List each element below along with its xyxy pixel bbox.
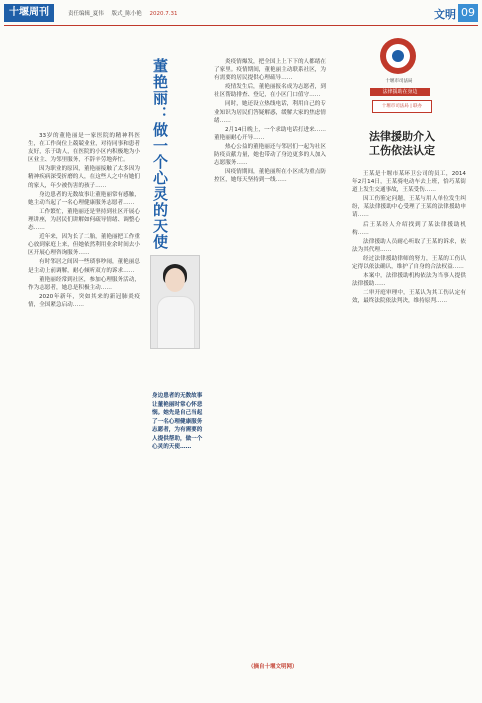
left-paragraph: 董艳丽经常到社区，参加心理服务活动，作为志愿者，她总是积极主动…… bbox=[28, 276, 140, 291]
co-host-badge: 十堰市司法局 | 联办 bbox=[372, 100, 432, 113]
portrait-photo bbox=[150, 255, 200, 349]
middle-paragraph: 热心公益的董艳丽还与邻居们一起为社区防疫贡献力量，她也带动了身边更多的人加入志愿服务…… bbox=[214, 143, 326, 167]
middle-article-column bbox=[214, 58, 326, 658]
middle-paragraph: 炎疫情爆发，把全国上上下下的人都绪在了家里。疫情期间，董艳丽主动联系社区，为有需要的居民提供心理疏导…… bbox=[214, 59, 326, 82]
left-paragraph: 身边患者的无数故事让董艳丽常有感触，她主动当起了一名心理健康服务志愿者…… bbox=[28, 191, 140, 206]
portrait-body bbox=[157, 296, 195, 349]
right-paragraph: 经过法律援助律师的努力，王某的工伤认定得以依法确认，维护了自身的合法权益…… bbox=[352, 255, 466, 271]
section-name: 文明 bbox=[434, 8, 456, 21]
photo-caption: 身边患者的无数故事让董艳丽时常心怀悲悯。她先是自己当起了一名心理健康服务志愿者，为有需要的人提供帮助，做一个心灵的天使…… bbox=[152, 393, 203, 450]
middle-paragraph: 疫情发生后，董艳丽报名成为志愿者，到社区帮助排查、登记，在小区门口值守…… bbox=[214, 84, 326, 99]
left-paragraph: 2020年新年，突如其来的新冠肺炎疫情，全国紧急启动…… bbox=[28, 293, 140, 308]
right-article-title bbox=[342, 130, 462, 158]
article-title: 董艳丽：做一个心灵的天使 bbox=[151, 58, 169, 250]
right-paragraph: 本案中，法律援助机构依法为当事人提供法律援助…… bbox=[352, 273, 466, 288]
left-paragraph: 工作繁忙，董艳丽还是坚持到社区开展心理讲座，为居民们讲解如何疏导情绪、调整心态…… bbox=[28, 208, 140, 232]
page-header bbox=[0, 0, 482, 26]
right-article-column bbox=[352, 170, 466, 690]
right-paragraph: 法律援助人员耐心听取了王某的诉求，依法为其代理…… bbox=[352, 238, 466, 253]
right-paragraph: 后王某经人介绍找到了某法律援助机构…… bbox=[352, 221, 466, 236]
middle-paragraph: 同时，她还设立热线电话，利用自己的专业知识为居民们答疑解惑，缓解大家的焦虑情绪…… bbox=[214, 101, 326, 124]
logo-banner: 法律援助在身边 bbox=[370, 88, 430, 96]
editor-credit: 责任编辑_夏伟 bbox=[68, 11, 104, 17]
right-title-line-2: 工伤依法认定 bbox=[369, 144, 435, 157]
right-paragraph: 二审开庭审理中，王某认为其工伤认定有效，最终法院依法判决，维持原判…… bbox=[352, 290, 466, 305]
right-paragraph: 因工伤鉴定问题，王某与用人单位发生纠纷，某法律援助中心受理了王某的法律援助申请…… bbox=[352, 196, 466, 219]
logo-caption: 十堰市司法局 bbox=[385, 79, 413, 84]
header-divider bbox=[4, 25, 478, 26]
left-paragraph: 33岁的董艳丽是一家医院的精神科医生，在工作岗位上兢兢业业，对待同事和患者友好，乐于助人，在医院的小区内积极地为小区业主、为邻里服务，不辞辛劳地奔忙。 bbox=[28, 133, 140, 164]
issue-date: 2020.7.31 bbox=[149, 11, 178, 17]
page-number: 09 bbox=[458, 4, 478, 22]
left-article-column bbox=[28, 132, 140, 692]
legal-aid-logo bbox=[380, 38, 416, 74]
middle-paragraph: 因疫情期间，董艳丽所在小区成为重点防控区，她每天坚持到一线…… bbox=[214, 169, 326, 184]
portrait-face bbox=[165, 268, 185, 292]
left-paragraph: 近年来，因为长了二胎，董艳丽把工作重心放到家庭上来，但她依然利用业余时间去小区开展心理咨询服务…… bbox=[28, 234, 140, 257]
middle-paragraph: 2月14日晚上，一个求助电话打进来……董艳丽耐心开导…… bbox=[214, 126, 326, 141]
source-note: （摘自十堰文明网） bbox=[248, 664, 298, 670]
newspaper-brand: 十堰周刊 bbox=[4, 4, 54, 22]
left-paragraph: 有时邻居之间因一些琐事吵闹，董艳丽总是主动上前调解，耐心倾听双方的诉求…… bbox=[28, 259, 140, 274]
header-meta bbox=[68, 9, 184, 17]
designer-credit: 版式_陈小艳 bbox=[111, 11, 142, 17]
right-paragraph: 王某是十堰市某环卫公司的员工，2014年2月14日，王某骑电动车去上班，恰巧某街道上发生交通事故，王某受伤…… bbox=[352, 171, 466, 194]
right-title-line-1: 法律援助介入 bbox=[369, 130, 435, 143]
logo-core bbox=[392, 50, 404, 62]
left-paragraph: 因为职业的原因，董艳丽接触了太多因为精神疾病深受折磨的人，在这些人之中有她们的家人，年少被伤害的孩子…… bbox=[28, 166, 140, 189]
